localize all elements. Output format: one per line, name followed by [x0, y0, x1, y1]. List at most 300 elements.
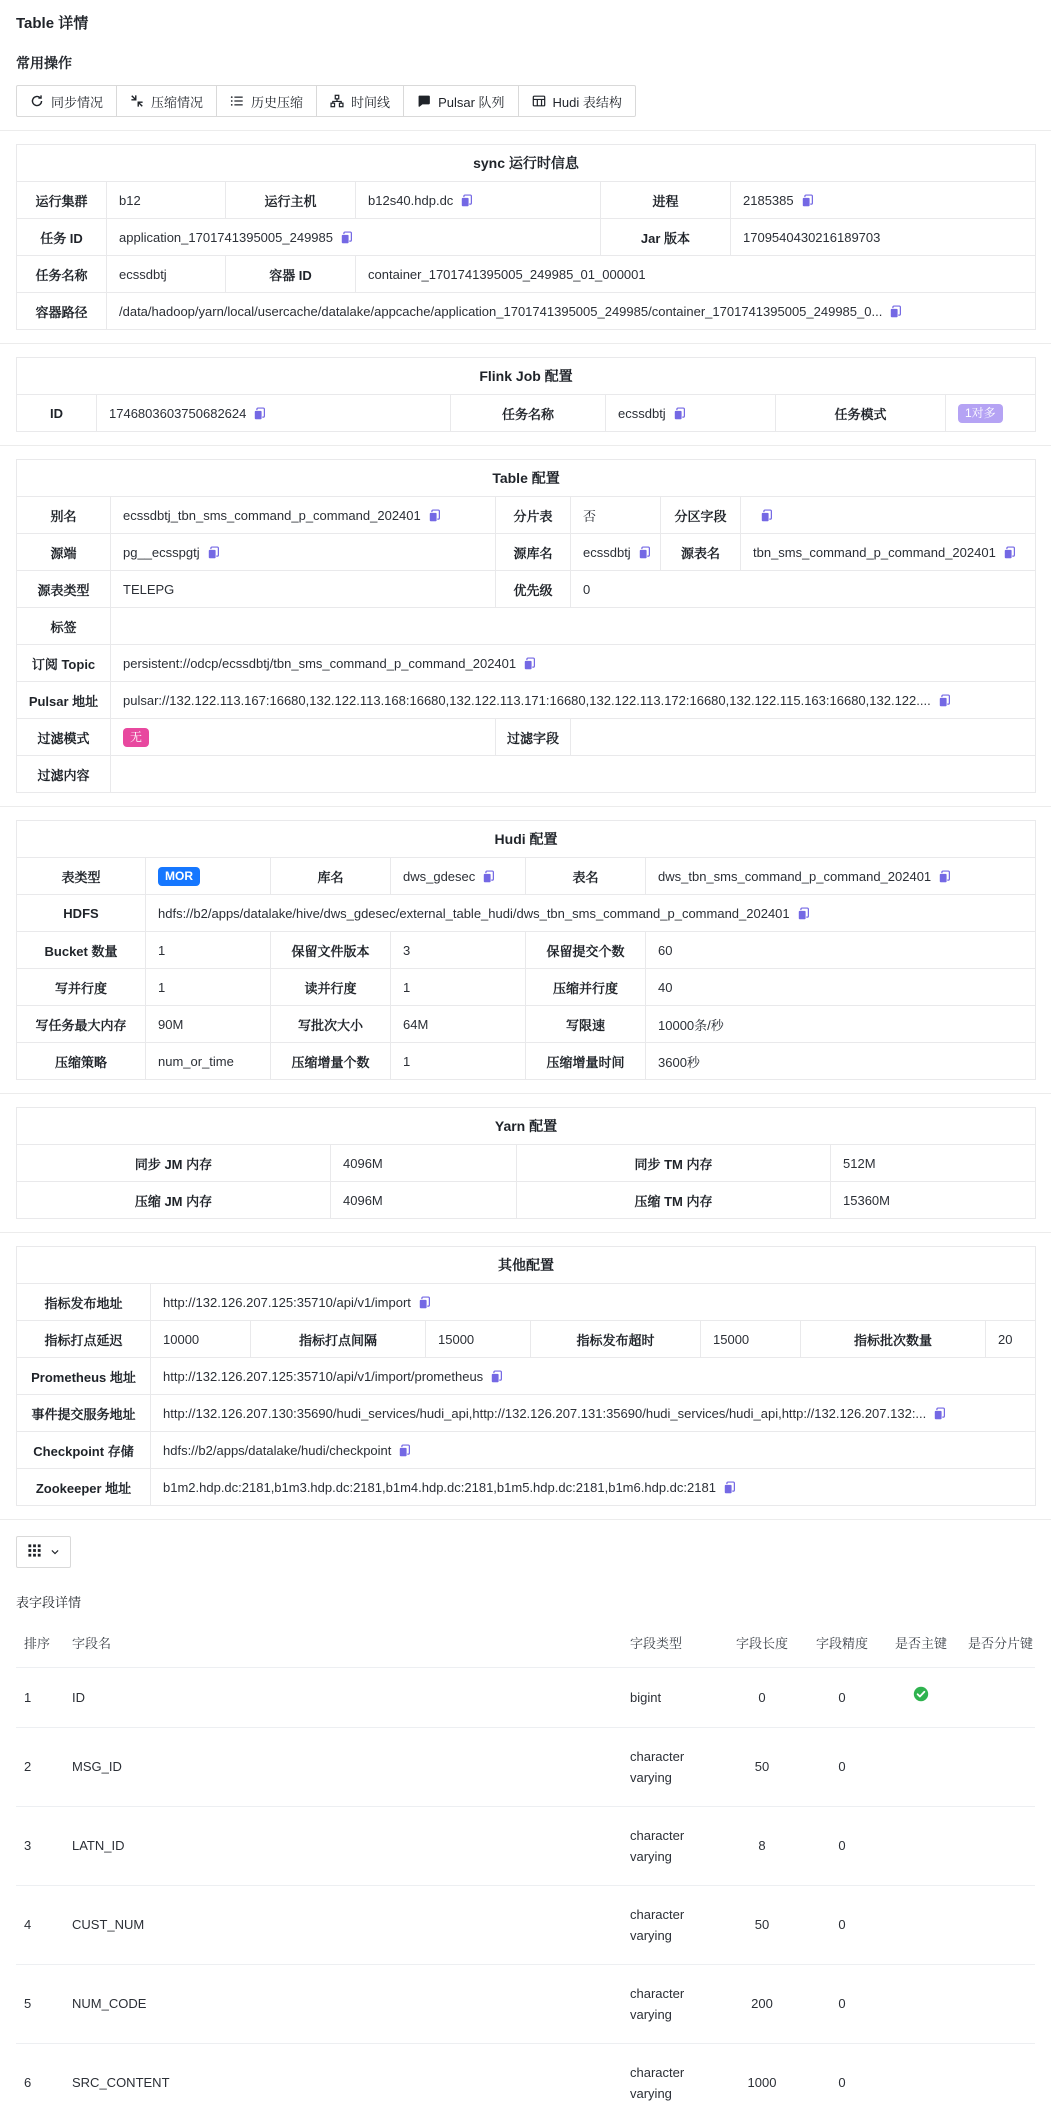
- action-label: 压缩情况: [151, 92, 203, 111]
- yarn-config: [16, 1107, 1036, 1219]
- value-text: 否: [583, 509, 596, 524]
- field-label: 过滤内容: [17, 756, 111, 793]
- field-value: [356, 182, 601, 219]
- cell-value: 0: [802, 1668, 882, 1728]
- table-row: [17, 1284, 1036, 1321]
- cell-value: 3: [16, 1807, 64, 1886]
- flink-job-config: [16, 357, 1036, 432]
- section-title: Table 配置: [17, 460, 1036, 497]
- field-label: 压缩 JM 内存: [17, 1182, 331, 1219]
- value-text: application_1701741395005_249985: [119, 230, 333, 245]
- field-value: [571, 534, 661, 571]
- value-text: 1746803603750682624: [109, 406, 246, 421]
- common-operations-title: 常用操作: [16, 53, 1035, 73]
- field-label: 订阅 Topic: [17, 645, 111, 682]
- timeline-button[interactable]: [317, 85, 404, 117]
- cell-value: 5: [16, 1965, 64, 2044]
- empty-cell: [882, 1728, 960, 1807]
- primary-key-check-icon: [882, 1668, 960, 1728]
- value-text: hdfs://b2/apps/datalake/hudi/checkpoint: [163, 1443, 391, 1458]
- sync-status-button[interactable]: [16, 85, 117, 117]
- table-row: [17, 1321, 1036, 1358]
- table-row: [17, 1358, 1036, 1395]
- cell-value: NUM_CODE: [64, 1965, 622, 2044]
- field-label: 指标发布地址: [17, 1284, 151, 1321]
- value-text: 15000: [438, 1332, 474, 1347]
- table-row: [17, 1469, 1036, 1506]
- table-row: [17, 645, 1036, 682]
- field-value: [111, 756, 1036, 793]
- field-label: 优先级: [496, 571, 571, 608]
- field-label: 写任务最大内存: [17, 1006, 146, 1043]
- table-row: [17, 256, 1036, 293]
- field-value: [731, 182, 1036, 219]
- field-label: 压缩并行度: [526, 969, 646, 1006]
- field-label: 同步 TM 内存: [517, 1145, 831, 1182]
- copy-icon[interactable]: [460, 194, 473, 207]
- field-label: 压缩增量时间: [526, 1043, 646, 1080]
- field-value: [646, 1006, 1036, 1043]
- value-text: /data/hadoop/yarn/local/usercache/datalake/appcache/application_1701741395005_249985/container_1701741395005_249985_0...: [119, 304, 882, 319]
- copy-icon[interactable]: [340, 231, 353, 244]
- empty-cell: [960, 1965, 1035, 2044]
- value-text: 90M: [158, 1017, 183, 1032]
- field-value: [146, 932, 271, 969]
- common-operations-group: [16, 85, 636, 117]
- value-text: 2185385: [743, 193, 794, 208]
- field-value: [146, 1043, 271, 1080]
- field-value: [331, 1145, 517, 1182]
- copy-icon[interactable]: [490, 1370, 503, 1383]
- status-badge: 1对多: [958, 404, 1003, 423]
- table-row: [16, 1668, 1035, 1728]
- field-value: [571, 497, 661, 534]
- value-text: 3600秒: [658, 1055, 700, 1070]
- action-label: 历史压缩: [251, 92, 303, 111]
- copy-icon[interactable]: [1003, 546, 1016, 559]
- column-header: 字段类型: [622, 1633, 722, 1668]
- table-row: [17, 1043, 1036, 1080]
- field-value: [107, 182, 226, 219]
- field-label: 分区字段: [661, 497, 741, 534]
- field-label: 指标发布超时: [531, 1321, 701, 1358]
- field-value: [606, 395, 776, 432]
- copy-icon[interactable]: [889, 305, 902, 318]
- field-value: [151, 1469, 1036, 1506]
- table-row: [16, 1728, 1035, 1807]
- field-label: 容器 ID: [226, 256, 356, 293]
- field-value: [831, 1182, 1036, 1219]
- table-row: [17, 756, 1036, 793]
- table-row: [17, 1006, 1036, 1043]
- value-text: ecssdbtj: [583, 545, 631, 560]
- field-value: [356, 256, 1036, 293]
- section-divider: [0, 806, 1051, 807]
- field-label: 同步 JM 内存: [17, 1145, 331, 1182]
- value-text: 40: [658, 980, 672, 995]
- copy-icon[interactable]: [418, 1296, 431, 1309]
- field-label: 分片表: [496, 497, 571, 534]
- value-text: persistent://odcp/ecssdbtj/tbn_sms_command_p_command_202401: [123, 656, 516, 671]
- fields-toolbar: [16, 1536, 1035, 1568]
- field-value: [151, 1358, 1036, 1395]
- column-header: 字段名: [64, 1633, 622, 1668]
- field-label: 过滤字段: [496, 719, 571, 756]
- copy-icon[interactable]: [933, 1407, 946, 1420]
- value-text: pulsar://132.122.113.167:16680,132.122.113.168:16680,132.122.113.171:16680,132.122.113.172:16680,132.122.115.163:16680,132.122....: [123, 693, 931, 708]
- page-title: Table 详情: [16, 12, 1035, 33]
- copy-icon[interactable]: [673, 407, 686, 420]
- value-text: b1m2.hdp.dc:2181,b1m3.hdp.dc:2181,b1m4.hdp.dc:2181,b1m5.hdp.dc:2181,b1m6.hdp.dc:2181: [163, 1480, 716, 1495]
- field-label: Prometheus 地址: [17, 1358, 151, 1395]
- table-row: [17, 219, 1036, 256]
- field-label: 写并行度: [17, 969, 146, 1006]
- field-value: [571, 571, 1036, 608]
- compress-icon: [130, 94, 144, 108]
- copy-icon[interactable]: [207, 546, 220, 559]
- cell-value: 8: [722, 1807, 802, 1886]
- value-text: 512M: [843, 1156, 876, 1171]
- field-label: 任务名称: [17, 256, 107, 293]
- cell-value: 2: [16, 1728, 64, 1807]
- table-row: [17, 534, 1036, 571]
- field-label: 标签: [17, 608, 111, 645]
- cell-value: 200: [722, 1965, 802, 2044]
- table-icon: [532, 94, 546, 108]
- field-label: 表类型: [17, 858, 146, 895]
- field-value: [391, 858, 526, 895]
- field-value: [831, 1145, 1036, 1182]
- field-label: 任务模式: [776, 395, 946, 432]
- cell-value: 1000: [722, 2044, 802, 2122]
- list-icon: [230, 94, 244, 108]
- table-row: [17, 1432, 1036, 1469]
- table-row: [16, 1886, 1035, 1965]
- empty-cell: [960, 1886, 1035, 1965]
- cell-value: character varying: [622, 1886, 722, 1965]
- empty-cell: [960, 2044, 1035, 2122]
- field-label: Pulsar 地址: [17, 682, 111, 719]
- cell-value: character varying: [622, 2044, 722, 2122]
- value-text: 20: [998, 1332, 1012, 1347]
- copy-icon[interactable]: [638, 546, 651, 559]
- field-value: [151, 1284, 1036, 1321]
- value-text: 15360M: [843, 1193, 890, 1208]
- field-label: 库名: [271, 858, 391, 895]
- cell-value: 0: [802, 2044, 882, 2122]
- cell-value: 0: [722, 1668, 802, 1728]
- cell-value: MSG_ID: [64, 1728, 622, 1807]
- field-value: [151, 1395, 1036, 1432]
- section-divider: [0, 445, 1051, 446]
- field-label: 指标打点间隔: [251, 1321, 426, 1358]
- table-row: [17, 497, 1036, 534]
- value-text: dws_tbn_sms_command_p_command_202401: [658, 869, 931, 884]
- field-value: [107, 293, 1036, 330]
- status-badge: 无: [123, 728, 149, 747]
- field-label: 进程: [601, 182, 731, 219]
- status-badge: MOR: [158, 867, 200, 886]
- table-row: [17, 571, 1036, 608]
- hudi-schema-button[interactable]: [519, 85, 636, 117]
- table-row: [17, 932, 1036, 969]
- field-value: [741, 534, 1036, 571]
- cell-value: character varying: [622, 1807, 722, 1886]
- cell-value: 0: [802, 1807, 882, 1886]
- cell-value: 50: [722, 1728, 802, 1807]
- table-row: [17, 1182, 1036, 1219]
- cell-value: 1: [16, 1668, 64, 1728]
- cell-value: character varying: [622, 1728, 722, 1807]
- hudi-config: [16, 820, 1036, 1080]
- field-value: [646, 932, 1036, 969]
- field-label: 指标打点延迟: [17, 1321, 151, 1358]
- value-text: 10000条/秒: [658, 1018, 724, 1033]
- value-text: 4096M: [343, 1193, 383, 1208]
- value-text: 1709540430216189703: [743, 230, 880, 245]
- copy-icon[interactable]: [801, 194, 814, 207]
- value-text: ecssdbtj_tbn_sms_command_p_command_202401: [123, 508, 421, 523]
- timeline-icon: [330, 94, 344, 108]
- action-label: 时间线: [351, 92, 390, 111]
- empty-cell: [960, 1807, 1035, 1886]
- field-label: 源库名: [496, 534, 571, 571]
- empty-cell: [882, 2044, 960, 2122]
- field-value: [701, 1321, 801, 1358]
- field-label: 压缩 TM 内存: [517, 1182, 831, 1219]
- action-label: Pulsar 队列: [438, 92, 504, 111]
- cell-value: LATN_ID: [64, 1807, 622, 1886]
- fields-table: [16, 1633, 1035, 2122]
- cell-value: SRC_CONTENT: [64, 2044, 622, 2122]
- section-divider: [0, 1519, 1051, 1520]
- field-label: 压缩策略: [17, 1043, 146, 1080]
- value-text: ecssdbtj: [618, 406, 666, 421]
- table-row: [17, 293, 1036, 330]
- value-text: tbn_sms_command_p_command_202401: [753, 545, 996, 560]
- cell-value: 0: [802, 1886, 882, 1965]
- value-text: ecssdbtj: [119, 267, 167, 282]
- field-value: [946, 395, 1036, 432]
- value-text: 1: [158, 980, 165, 995]
- value-text: 1: [403, 1054, 410, 1069]
- field-value: [391, 1006, 526, 1043]
- table-config: [16, 459, 1036, 793]
- sync-runtime-info: [16, 144, 1036, 330]
- table-row: [17, 1145, 1036, 1182]
- message-icon: [417, 94, 431, 108]
- value-text: 64M: [403, 1017, 428, 1032]
- section-divider: [0, 343, 1051, 344]
- copy-icon[interactable]: [760, 509, 773, 522]
- value-text: container_1701741395005_249985_01_000001: [368, 267, 646, 282]
- field-label: 事件提交服务地址: [17, 1395, 151, 1432]
- other-config: [16, 1246, 1036, 1506]
- section-title: sync 运行时信息: [17, 145, 1036, 182]
- field-value: [731, 219, 1036, 256]
- field-value: [146, 1006, 271, 1043]
- value-text: 10000: [163, 1332, 199, 1347]
- action-label: 同步情况: [51, 92, 103, 111]
- field-value: [146, 858, 271, 895]
- table-row: [17, 1395, 1036, 1432]
- section-title: Hudi 配置: [17, 821, 1036, 858]
- table-row: [16, 1965, 1035, 2044]
- field-value: [111, 534, 496, 571]
- section-title: 其他配置: [17, 1247, 1036, 1284]
- table-row: [17, 858, 1036, 895]
- value-text: pg__ecsspgtj: [123, 545, 200, 560]
- table-row: [17, 719, 1036, 756]
- cell-value: bigint: [622, 1668, 722, 1728]
- grid-icon: [27, 1543, 42, 1561]
- field-value: [331, 1182, 517, 1219]
- field-value: [111, 682, 1036, 719]
- field-value: [391, 969, 526, 1006]
- field-value: [97, 395, 451, 432]
- copy-icon[interactable]: [253, 407, 266, 420]
- field-value: [151, 1432, 1036, 1469]
- field-value: [146, 969, 271, 1006]
- value-text: 15000: [713, 1332, 749, 1347]
- field-label: 任务 ID: [17, 219, 107, 256]
- fields-section-title: 表字段详情: [16, 1592, 1035, 1611]
- table-row: [17, 969, 1036, 1006]
- value-text: 3: [403, 943, 410, 958]
- fields-header-row: [16, 1633, 1035, 1668]
- field-value: [151, 1321, 251, 1358]
- table-row: [17, 182, 1036, 219]
- empty-cell: [882, 1886, 960, 1965]
- field-label: 运行集群: [17, 182, 107, 219]
- value-text: dws_gdesec: [403, 869, 475, 884]
- copy-icon[interactable]: [723, 1481, 736, 1494]
- history-compression-button[interactable]: [217, 85, 317, 117]
- cell-value: 50: [722, 1886, 802, 1965]
- field-value: [111, 571, 496, 608]
- field-value: [111, 645, 1036, 682]
- value-text: 1: [403, 980, 410, 995]
- field-label: 任务名称: [451, 395, 606, 432]
- value-text: num_or_time: [158, 1054, 234, 1069]
- field-value: [111, 497, 496, 534]
- copy-icon[interactable]: [938, 694, 951, 707]
- field-label: 过滤模式: [17, 719, 111, 756]
- column-header: 是否主键: [882, 1633, 960, 1668]
- field-label: 保留文件版本: [271, 932, 391, 969]
- copy-icon[interactable]: [523, 657, 536, 670]
- copy-icon[interactable]: [428, 509, 441, 522]
- compression-status-button[interactable]: [117, 85, 217, 117]
- field-value: [646, 858, 1036, 895]
- value-text: http://132.126.207.130:35690/hudi_services/hudi_api,http://132.126.207.131:35690/hudi_services/hudi_api,http://132.126.207.132:...: [163, 1406, 926, 1421]
- empty-cell: [882, 1965, 960, 2044]
- cell-value: 4: [16, 1886, 64, 1965]
- cell-value: 0: [802, 1965, 882, 2044]
- copy-icon[interactable]: [938, 870, 951, 883]
- field-label: Bucket 数量: [17, 932, 146, 969]
- field-label: 运行主机: [226, 182, 356, 219]
- copy-icon[interactable]: [482, 870, 495, 883]
- column-header: 字段长度: [722, 1633, 802, 1668]
- table-row: [16, 2044, 1035, 2122]
- empty-cell: [960, 1728, 1035, 1807]
- field-value: [426, 1321, 531, 1358]
- value-text: hdfs://b2/apps/datalake/hive/dws_gdesec/external_table_hudi/dws_tbn_sms_command_p_command_202401: [158, 906, 790, 921]
- value-text: 4096M: [343, 1156, 383, 1171]
- field-label: 保留提交个数: [526, 932, 646, 969]
- sync-icon: [30, 94, 44, 108]
- field-value: [107, 256, 226, 293]
- field-value: [111, 719, 496, 756]
- field-label: 容器路径: [17, 293, 107, 330]
- empty-cell: [882, 1807, 960, 1886]
- action-label: Hudi 表结构: [553, 92, 622, 111]
- section-divider: [0, 1232, 1051, 1233]
- section-title: Yarn 配置: [17, 1108, 1036, 1145]
- field-label: Checkpoint 存储: [17, 1432, 151, 1469]
- field-label: 读并行度: [271, 969, 391, 1006]
- field-label: 写限速: [526, 1006, 646, 1043]
- empty-cell: [960, 1668, 1035, 1728]
- value-text: 1: [158, 943, 165, 958]
- field-label: 源表名: [661, 534, 741, 571]
- section-divider: [0, 1093, 1051, 1094]
- column-header: 排序: [16, 1633, 64, 1668]
- value-text: b12: [119, 193, 141, 208]
- section-divider: [0, 130, 1051, 131]
- field-label: 指标批次数量: [801, 1321, 986, 1358]
- field-value: [146, 895, 1036, 932]
- field-label: 源端: [17, 534, 111, 571]
- field-label: Zookeeper 地址: [17, 1469, 151, 1506]
- table-row: [17, 608, 1036, 645]
- cell-value: 6: [16, 2044, 64, 2122]
- section-title: Flink Job 配置: [17, 358, 1036, 395]
- cell-value: CUST_NUM: [64, 1886, 622, 1965]
- table-row: [17, 895, 1036, 932]
- pulsar-queue-button[interactable]: [404, 85, 518, 117]
- field-value: [986, 1321, 1036, 1358]
- cell-value: character varying: [622, 1965, 722, 2044]
- field-value: [111, 608, 1036, 645]
- field-label: 写批次大小: [271, 1006, 391, 1043]
- table-row: [16, 1807, 1035, 1886]
- field-value: [107, 219, 601, 256]
- column-header: 字段精度: [802, 1633, 882, 1668]
- field-value: [646, 1043, 1036, 1080]
- copy-icon[interactable]: [398, 1444, 411, 1457]
- field-value: [741, 497, 1036, 534]
- config-sections: [16, 144, 1035, 1520]
- field-value: [391, 932, 526, 969]
- value-text: 0: [583, 582, 590, 597]
- field-label: ID: [17, 395, 97, 432]
- table-row: [17, 395, 1036, 432]
- value-text: http://132.126.207.125:35710/api/v1/import/prometheus: [163, 1369, 483, 1384]
- field-label: HDFS: [17, 895, 146, 932]
- value-text: b12s40.hdp.dc: [368, 193, 453, 208]
- field-label: Jar 版本: [601, 219, 731, 256]
- column-settings-button[interactable]: [16, 1536, 71, 1568]
- cell-value: ID: [64, 1668, 622, 1728]
- field-value: [571, 719, 1036, 756]
- field-label: 压缩增量个数: [271, 1043, 391, 1080]
- copy-icon[interactable]: [797, 907, 810, 920]
- value-text: http://132.126.207.125:35710/api/v1/import: [163, 1295, 411, 1310]
- table-row: [17, 682, 1036, 719]
- field-label: 源表类型: [17, 571, 111, 608]
